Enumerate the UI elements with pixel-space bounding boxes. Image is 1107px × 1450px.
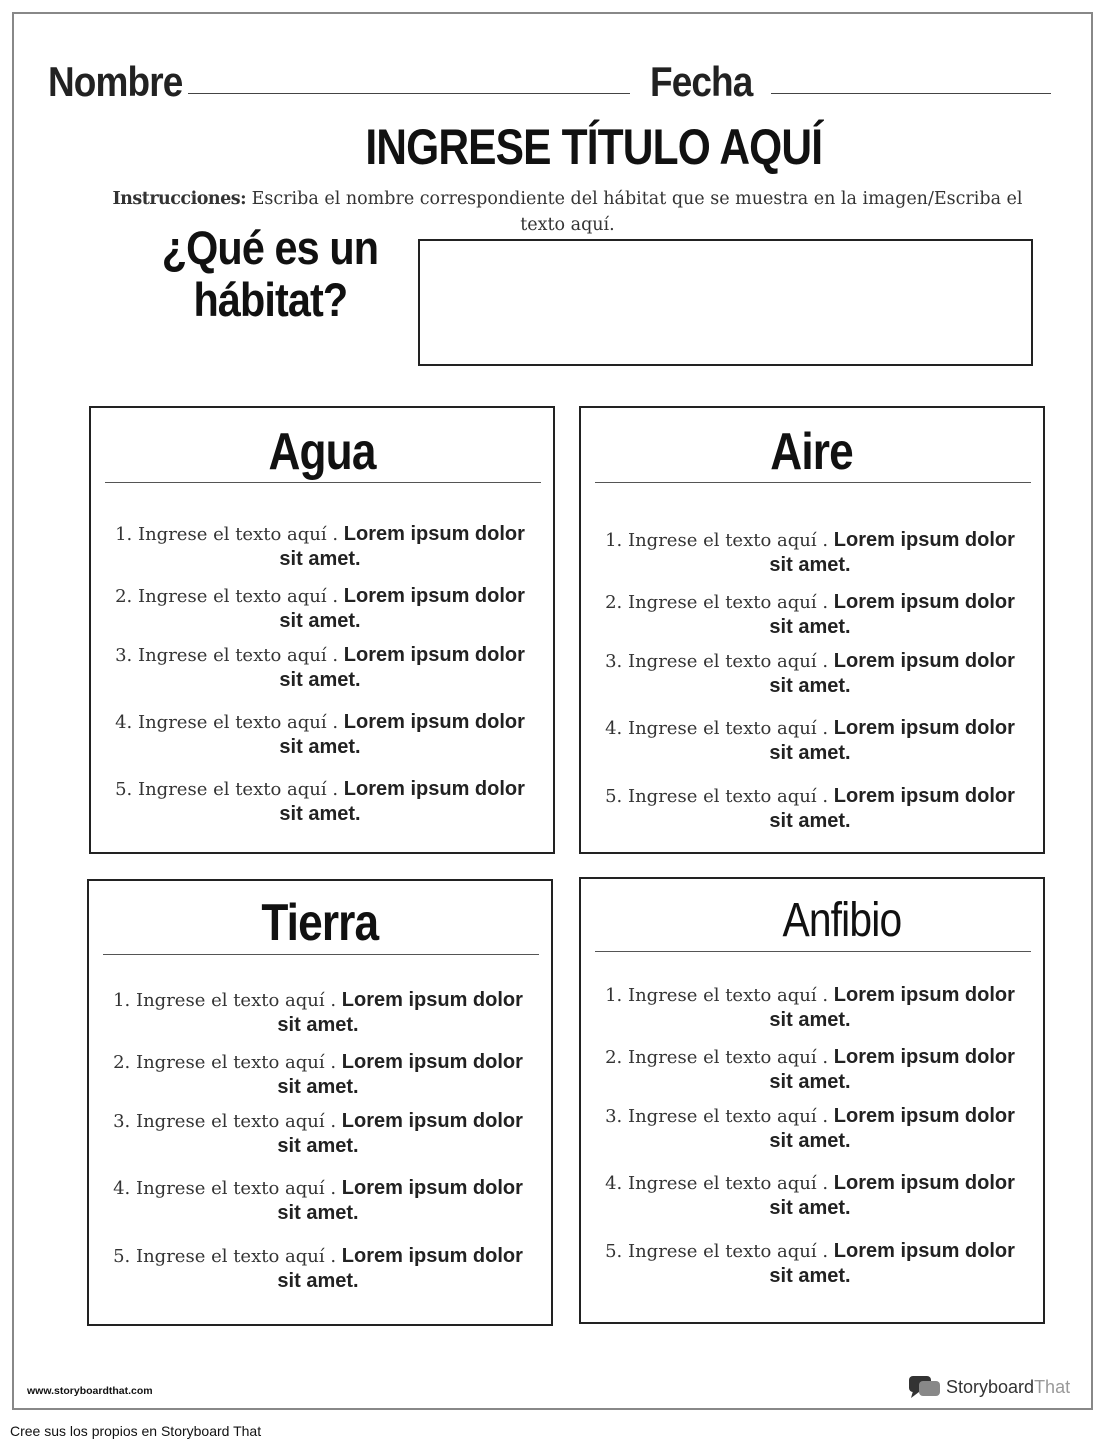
list-item <box>109 710 531 760</box>
card-title <box>91 422 553 482</box>
question-heading <box>140 222 400 326</box>
list-item <box>107 1244 529 1294</box>
page-title-text: INGRESE TÍTULO AQUÍ <box>365 119 822 175</box>
item-bold-text: Lorem ipsum dolor sit amet. <box>769 1046 1015 1093</box>
item-text: 3. Ingrese el texto aquí . <box>605 1106 834 1127</box>
card-anfibio <box>579 877 1045 1324</box>
list-item <box>599 716 1021 766</box>
list-item <box>107 1109 529 1159</box>
date-label: Fecha <box>650 58 753 105</box>
item-bold-text: Lorem ipsum dolor sit amet. <box>769 717 1015 764</box>
question-line-2: hábitat? <box>193 273 347 326</box>
item-bold-text: Lorem ipsum dolor sit amet. <box>277 1245 523 1292</box>
item-bold-text: Lorem ipsum dolor sit amet. <box>277 1110 523 1157</box>
card-title-text: Agua <box>268 423 376 481</box>
name-label: Nombre <box>48 58 183 105</box>
card-title-text: Tierra <box>261 894 379 952</box>
instructions-label: Instrucciones: <box>112 189 247 209</box>
list-item <box>599 784 1021 834</box>
item-bold-text: Lorem ipsum dolor sit amet. <box>279 778 525 825</box>
card-title <box>581 422 1043 482</box>
date-line[interactable] <box>771 93 1051 94</box>
card-title <box>89 893 551 953</box>
list-item <box>109 777 531 827</box>
item-bold-text: Lorem ipsum dolor sit amet. <box>769 1105 1015 1152</box>
card-divider <box>595 482 1031 483</box>
item-text: 5. Ingrese el texto aquí . <box>605 786 834 807</box>
item-text: 2. Ingrese el texto aquí . <box>605 592 834 613</box>
item-text: 4. Ingrese el texto aquí . <box>605 1173 834 1194</box>
list-item <box>599 1045 1021 1095</box>
item-bold-text: Lorem ipsum dolor sit amet. <box>279 711 525 758</box>
brand-logo[interactable] <box>908 1374 1070 1400</box>
item-bold-text: Lorem ipsum dolor sit amet. <box>769 1240 1015 1287</box>
bottom-caption[interactable]: Cree sus los propios en Storyboard That <box>10 1423 262 1439</box>
item-bold-text: Lorem ipsum dolor sit amet. <box>279 585 525 632</box>
answer-box[interactable] <box>418 239 1033 366</box>
list-item <box>109 584 531 634</box>
item-bold-text: Lorem ipsum dolor sit amet. <box>769 529 1015 576</box>
item-bold-text: Lorem ipsum dolor sit amet. <box>277 1177 523 1224</box>
brand-name-light: That <box>1034 1376 1071 1397</box>
name-line[interactable] <box>188 93 630 94</box>
list-item <box>107 1050 529 1100</box>
item-bold-text: Lorem ipsum dolor sit amet. <box>769 650 1015 697</box>
card-title-text: Aire <box>770 423 854 481</box>
item-text: 3. Ingrese el texto aquí . <box>115 645 344 666</box>
item-bold-text: Lorem ipsum dolor sit amet. <box>769 785 1015 832</box>
card-title-text: Anfibio <box>782 894 902 947</box>
list-item <box>599 1171 1021 1221</box>
list-item <box>599 1104 1021 1154</box>
item-text: 2. Ingrese el texto aquí . <box>113 1052 342 1073</box>
item-text: 2. Ingrese el texto aquí . <box>605 1047 834 1068</box>
list-item <box>107 1176 529 1226</box>
question-line-1: ¿Qué es un <box>161 221 379 274</box>
item-bold-text: Lorem ipsum dolor sit amet. <box>277 1051 523 1098</box>
page-title <box>0 118 1107 176</box>
card-agua <box>89 406 555 854</box>
item-text: 1. Ingrese el texto aquí . <box>115 524 344 545</box>
brand-name <box>946 1377 1070 1398</box>
item-text: 5. Ingrese el texto aquí . <box>115 779 344 800</box>
card-divider <box>103 954 539 955</box>
speech-bubbles-icon <box>908 1374 942 1400</box>
item-text: 3. Ingrese el texto aquí . <box>113 1111 342 1132</box>
list-item <box>599 649 1021 699</box>
item-text: 2. Ingrese el texto aquí . <box>115 586 344 607</box>
item-bold-text: Lorem ipsum dolor sit amet. <box>279 644 525 691</box>
list-item <box>599 983 1021 1033</box>
item-bold-text: Lorem ipsum dolor sit amet. <box>769 1172 1015 1219</box>
list-item <box>107 988 529 1038</box>
item-bold-text: Lorem ipsum dolor sit amet. <box>277 989 523 1036</box>
brand-name-main: Storyboard <box>946 1376 1035 1397</box>
item-bold-text: Lorem ipsum dolor sit amet. <box>279 523 525 570</box>
list-item <box>599 1239 1021 1289</box>
card-aire <box>579 406 1045 854</box>
item-text: 5. Ingrese el texto aquí . <box>605 1241 834 1262</box>
item-text: 1. Ingrese el texto aquí . <box>605 985 834 1006</box>
card-divider <box>105 482 541 483</box>
instructions-text: Escriba el nombre correspondiente del hábitat que se muestra en la imagen/Escriba el texto aquí. <box>246 189 1023 235</box>
list-item <box>599 590 1021 640</box>
list-item <box>599 528 1021 578</box>
card-tierra <box>87 879 553 1326</box>
item-text: 1. Ingrese el texto aquí . <box>113 990 342 1011</box>
list-item <box>109 643 531 693</box>
item-text: 3. Ingrese el texto aquí . <box>605 651 834 672</box>
item-text: 4. Ingrese el texto aquí . <box>115 712 344 733</box>
footer-url[interactable]: www.storyboardthat.com <box>27 1385 153 1397</box>
item-text: 4. Ingrese el texto aquí . <box>113 1178 342 1199</box>
card-title <box>581 893 1043 948</box>
item-bold-text: Lorem ipsum dolor sit amet. <box>769 984 1015 1031</box>
item-text: 1. Ingrese el texto aquí . <box>605 530 834 551</box>
item-text: 4. Ingrese el texto aquí . <box>605 718 834 739</box>
card-divider <box>595 951 1031 952</box>
item-bold-text: Lorem ipsum dolor sit amet. <box>769 591 1015 638</box>
list-item <box>109 522 531 572</box>
item-text: 5. Ingrese el texto aquí . <box>113 1246 342 1267</box>
